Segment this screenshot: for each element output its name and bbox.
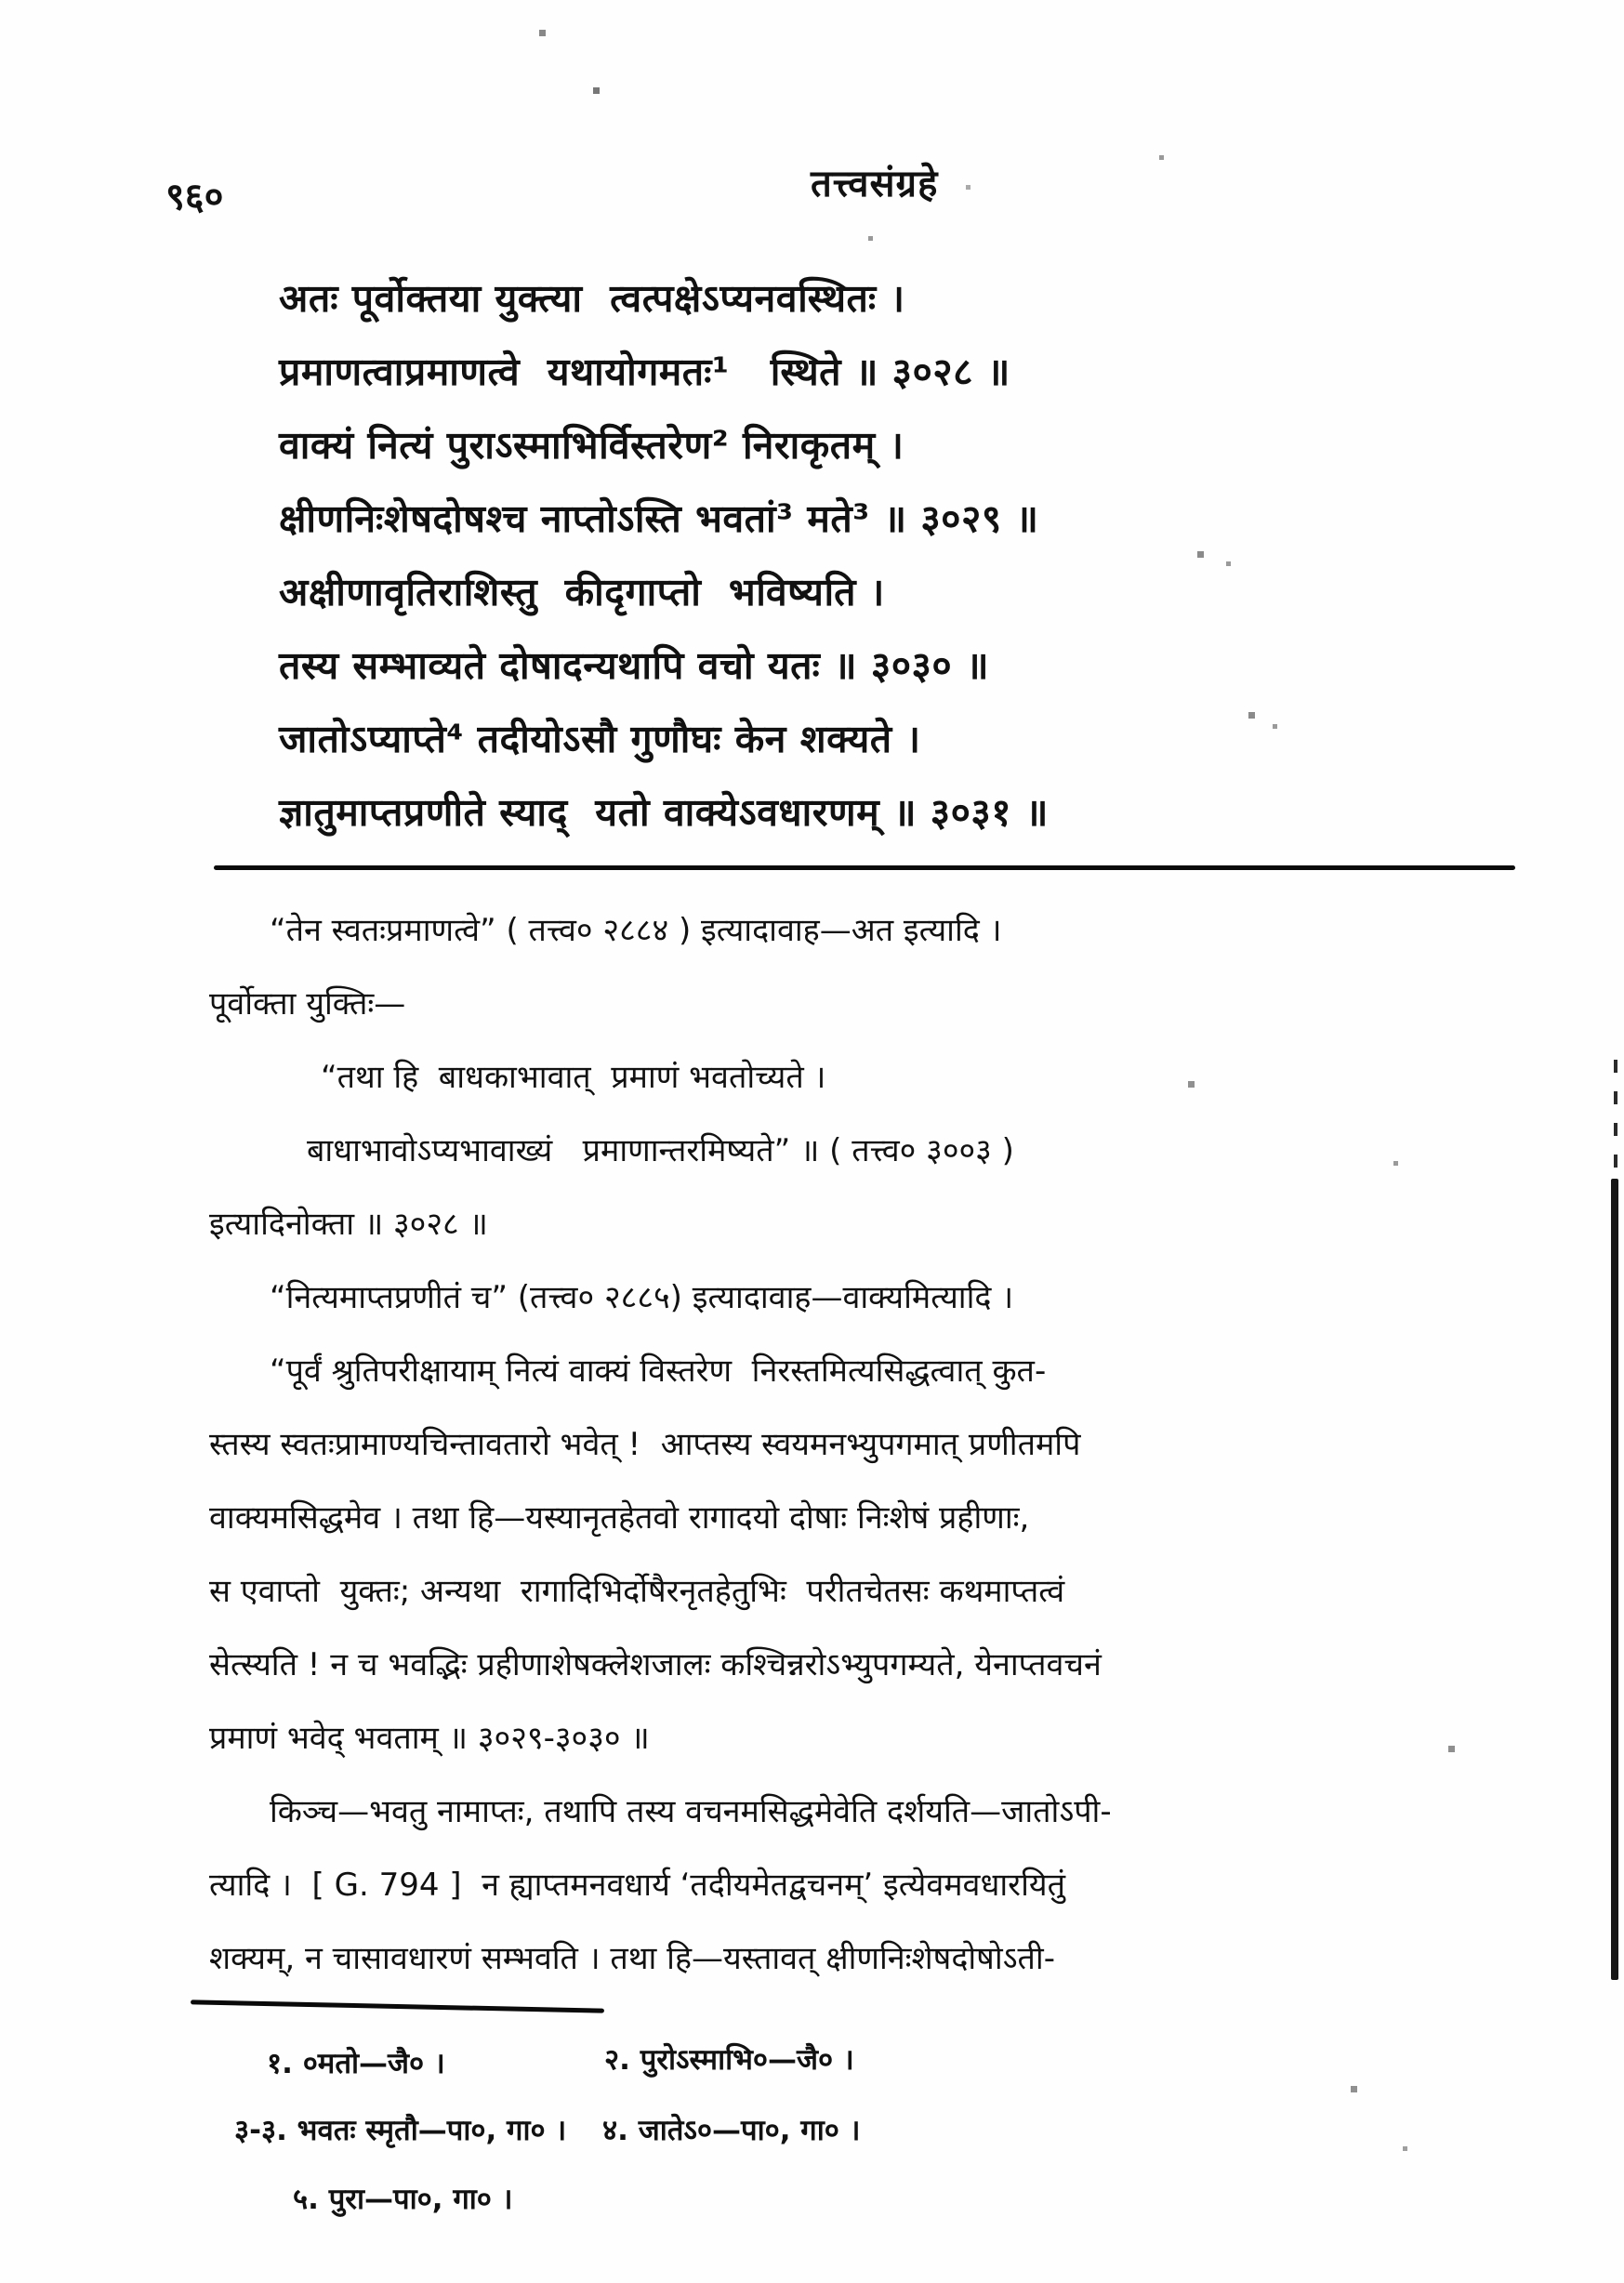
verse-line: ज्ञातुमाप्तप्रणीते स्याद् यतो वाक्येऽवधारणम् ॥ ३०३१ ॥ — [279, 790, 1049, 835]
commentary-line: “नित्यमाप्तप्रणीतं च” (तत्त्व० २८८५) इत्यादावाह—वाक्यमित्यादि । — [270, 1279, 1014, 1316]
footnote-item: ४. जातेऽ०—पा०, गा० । — [602, 2114, 861, 2147]
commentary-line: शक्यम्, न चासावधारणं सम्भवति । तथा हि—यस्तावत् क्षीणनिःशेषदोषोऽती- — [209, 1940, 1055, 1977]
commentary-line: सेत्स्यति ! न च भवद्भिः प्रहीणाशेषक्लेशजालः कश्चिन्नरोऽभ्युपगम्यते, येनाप्तवचनं — [209, 1646, 1102, 1683]
verse-line: वाक्यं नित्यं पुराऽस्माभिर्विस्तरेण² निराकृतम् । — [279, 423, 904, 468]
page-number: ९६० — [165, 176, 224, 218]
verse-line: तस्य सम्भाव्यते दोषादन्यथापि वचो यतः ॥ ३०३० ॥ — [279, 643, 990, 688]
commentary-line: “तथा हि बाधकाभावात् प्रमाणं भवतोच्यते । — [321, 1059, 826, 1096]
commentary-line: किञ्च—भवतु नामाप्तः, तथापि तस्य वचनमसिद्धमेवेति दर्शयति—जातोऽपी- — [270, 1793, 1112, 1830]
verse-line: अक्षीणावृतिराशिस्तु कीदृगाप्तो भविष्यति । — [279, 570, 885, 614]
footnote-item: २. पुरोऽस्माभि०—जै० । — [604, 2043, 854, 2077]
commentary-line: “पूर्वं श्रुतिपरीक्षायाम् नित्यं वाक्यं विस्तरेण निरस्तमित्यसिद्धत्वात् कुत- — [270, 1353, 1047, 1390]
commentary-line: बाधाभावोऽप्यभावाख्यं प्रमाणान्तरमिष्यते” ॥ ( तत्त्व० ३००३ ) — [307, 1132, 1014, 1169]
verse-line: क्षीणनिःशेषदोषश्च नाप्तोऽस्ति भवतां³ मते³ ॥ ३०२९ ॥ — [279, 496, 1039, 541]
scan-artifact-right-edge-dashes — [1614, 1060, 1617, 1179]
verse-line: जातोऽप्याप्ते⁴ तदीयोऽसौ गुणौघः केन शक्यते । — [279, 717, 921, 761]
verse-line: प्रमाणत्वाप्रमाणत्वे यथायोगमतः¹ स्थिते ॥ ३०२८ ॥ — [279, 350, 1010, 394]
scan-artifact-right-edge-bar — [1611, 1179, 1618, 1980]
commentary-line: “तेन स्वतःप्रमाणत्वे” ( तत्त्व० २८८४ ) इत्यादावाह—अत इत्यादि । — [270, 912, 1002, 949]
verse-line: अतः पूर्वोक्तया युक्त्या त्वत्पक्षेऽप्यनवस्थितः । — [279, 276, 905, 321]
footnote-item: १. ०मतो—जै० । — [267, 2047, 445, 2080]
commentary-line: पूर्वोक्ता युक्तिः— — [209, 985, 406, 1023]
running-header-title: तत्त्वसंग्रहे — [811, 163, 939, 205]
scan-noise-speckles — [0, 0, 3, 3]
commentary-line: स एवाप्तो युक्तः; अन्यथा रागादिभिर्दोषैरनृतहेतुभिः परीतचेतसः कथमाप्तत्वं — [209, 1573, 1065, 1610]
commentary-line: स्तस्य स्वतःप्रामाण्यचिन्तावतारो भवेत् ! आप्तस्य स्वयमनभ्युपगमात् प्रणीतमपि — [209, 1426, 1081, 1463]
commentary-block — [209, 894, 1538, 1996]
commentary-line: त्यादि । [ G. 794 ] न ह्याप्तमनवधार्य ‘तदीयमेतद्वचनम्’ इत्येवमवधारयितुं — [209, 1867, 1065, 1904]
footnote-divider-rule — [191, 1999, 604, 2012]
footnote-item: ५. पुरा—पा०, गा० । — [293, 2183, 513, 2216]
footnote-item: ३-३. भवतः स्मृतौ—पा०, गा० । — [234, 2114, 567, 2147]
verse-block — [279, 262, 1543, 850]
commentary-line: इत्यादिनोक्ता ॥ ३०२८ ॥ — [209, 1206, 488, 1243]
commentary-line: प्रमाणं भवेद् भवताम् ॥ ३०२९-३०३० ॥ — [209, 1720, 650, 1757]
commentary-line: वाक्यमसिद्धमेव । तथा हि—यस्यानृतहेतवो रागादयो दोषाः निःशेषं प्रहीणाः, — [209, 1499, 1030, 1537]
section-divider-rule — [214, 865, 1515, 870]
